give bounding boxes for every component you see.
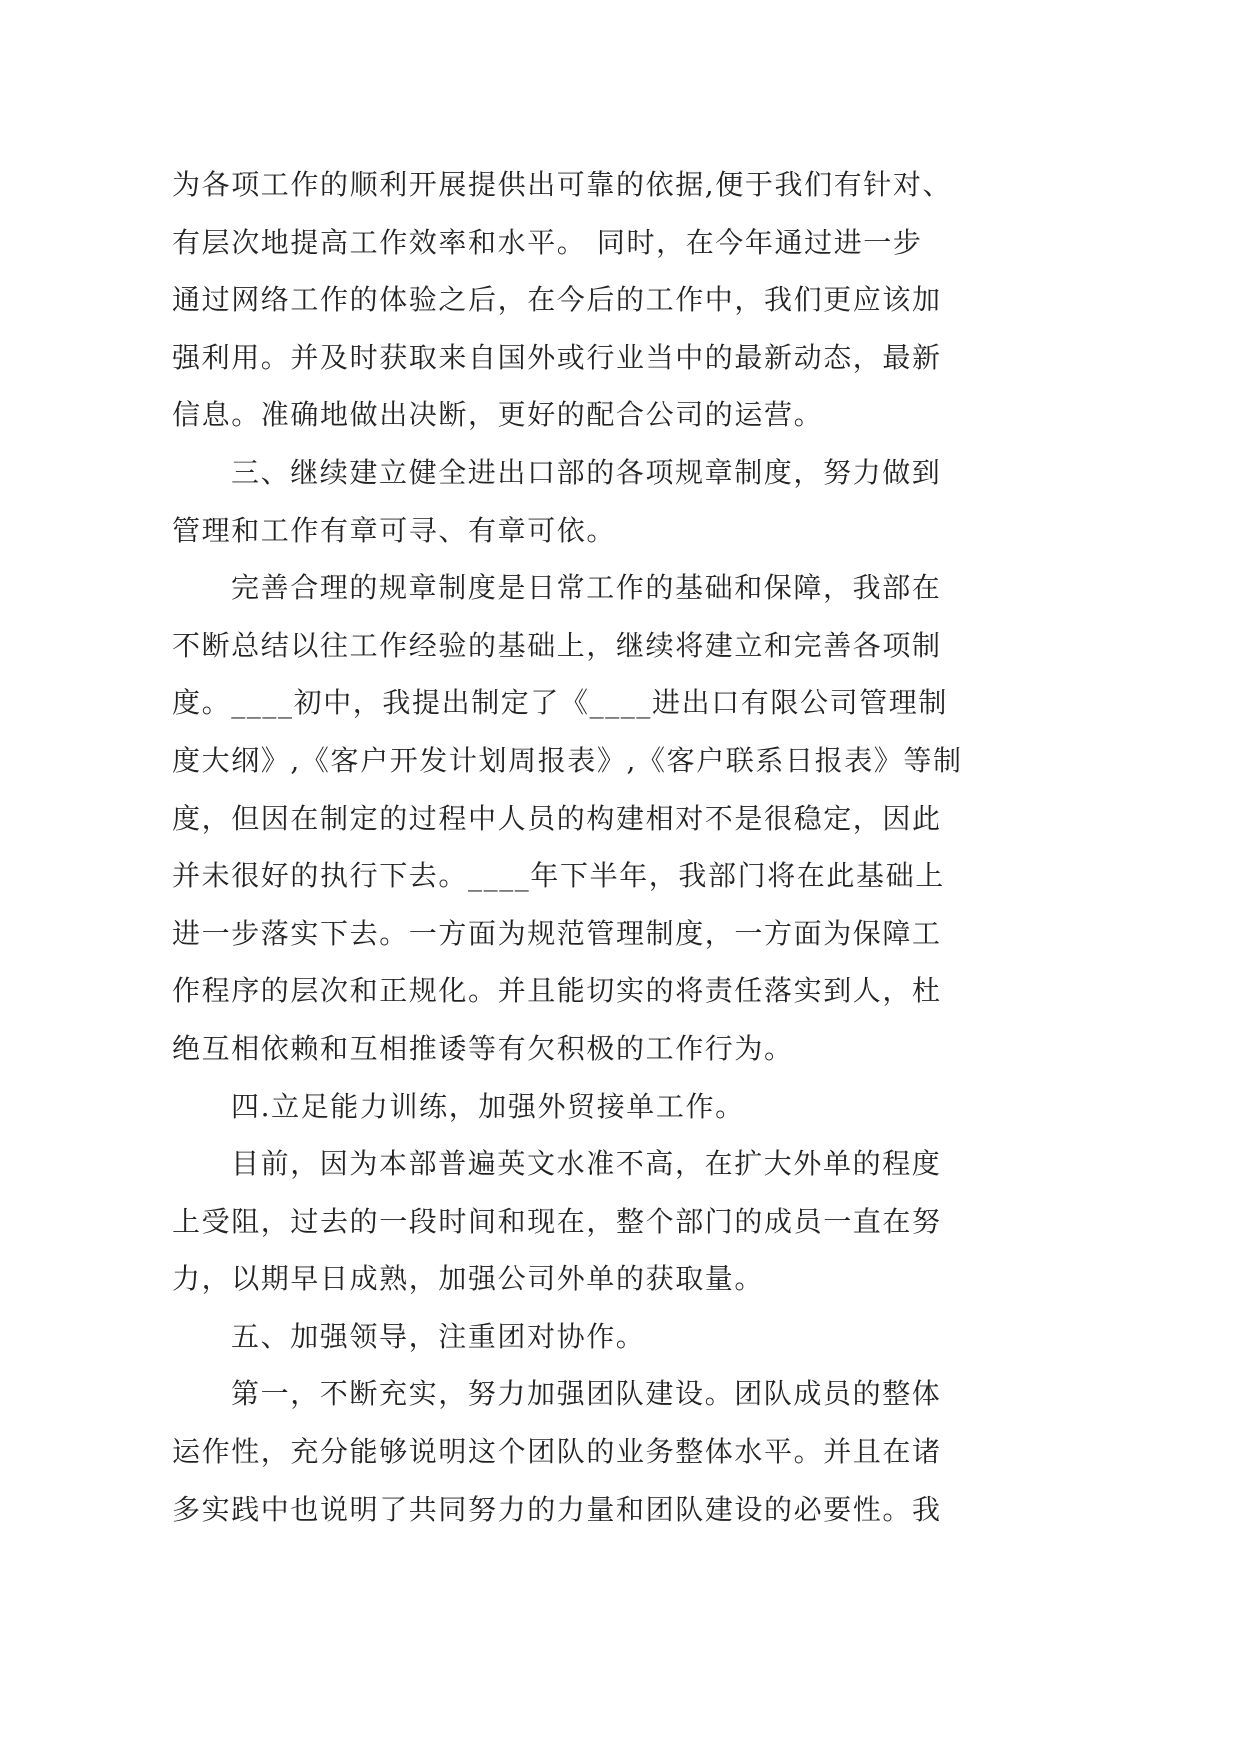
text-line: 五、加强领导，注重团对协作。 bbox=[231, 1319, 646, 1353]
text-line: 绝互相依赖和互相推诿等有欠积极的工作行为。 bbox=[172, 1031, 794, 1065]
text-line: 度。____初中，我提出制定了《____进出口有限公司管理制 bbox=[172, 686, 949, 720]
text-line: 四.立足能力训练，加强外贸接单工作。 bbox=[231, 1089, 745, 1123]
text-line: 多实践中也说明了共同努力的力量和团队建设的必要性。我 bbox=[172, 1492, 942, 1526]
text-line: 力，以期早日成熟，加强公司外单的获取量。 bbox=[172, 1262, 765, 1296]
text-line: 度大纲》,《客户开发计划周报表》,《客户联系日报表》等制 bbox=[172, 743, 963, 777]
text-line: 第一，不断充实，努力加强团队建设。团队成员的整体 bbox=[231, 1377, 942, 1411]
paragraph bbox=[172, 559, 1072, 1077]
text-line: 进一步落实下去。一方面为规范管理制度，一方面为保障工 bbox=[172, 916, 942, 950]
text-line: 通过网络工作的体验之后，在今后的工作中，我们更应该加 bbox=[172, 283, 942, 317]
text-line: 管理和工作有章可寻、有章可依。 bbox=[172, 513, 617, 547]
section-heading-4 bbox=[172, 1078, 1072, 1136]
text-line: 有层次地提高工作效率和水平。 同时，在今年通过进一步 bbox=[172, 225, 923, 259]
document-body bbox=[172, 156, 1072, 1538]
text-line: 不断总结以往工作经验的基础上，继续将建立和完善各项制 bbox=[172, 628, 942, 662]
text-line: 信息。准确地做出决断，更好的配合公司的运营。 bbox=[172, 398, 824, 432]
paragraph bbox=[172, 1135, 1072, 1308]
text-line: 为各项工作的顺利开展提供出可靠的依据,便于我们有针对、 bbox=[172, 168, 953, 201]
section-heading-5 bbox=[172, 1308, 1072, 1366]
text-line: 上受阻，过去的一段时间和现在，整个部门的成员一直在努 bbox=[172, 1204, 942, 1238]
text-line: 强利用。并及时获取来自国外或行业当中的最新动态，最新 bbox=[172, 340, 942, 374]
text-line: 目前，因为本部普遍英文水准不高，在扩大外单的程度 bbox=[231, 1147, 942, 1181]
paragraph-continuation bbox=[172, 156, 1072, 444]
text-line: 三、继续建立健全进出口部的各项规章制度，努力做到 bbox=[231, 455, 942, 489]
text-line: 作程序的层次和正规化。并且能切实的将责任落实到人，杜 bbox=[172, 974, 942, 1008]
section-heading-3 bbox=[172, 444, 1072, 559]
text-line: 度，但因在制定的过程中人员的构建相对不是很稳定，因此 bbox=[172, 801, 942, 835]
text-line: 运作性，充分能够说明这个团队的业务整体水平。并且在诸 bbox=[172, 1435, 942, 1469]
paragraph bbox=[172, 1365, 1072, 1538]
text-line: 并未很好的执行下去。____年下半年，我部门将在此基础上 bbox=[172, 859, 945, 893]
text-line: 完善合理的规章制度是日常工作的基础和保障，我部在 bbox=[231, 571, 942, 605]
